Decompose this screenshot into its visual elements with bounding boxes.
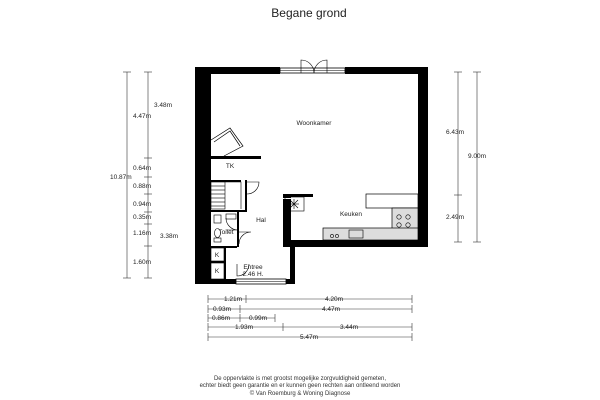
toilet-fixture	[214, 214, 236, 242]
room-label-tk: TK	[225, 163, 235, 170]
top-window	[280, 68, 345, 73]
wall-gap	[283, 198, 291, 199]
bay-element	[211, 128, 243, 156]
room-label-entree-height: 2.46 H.	[242, 271, 264, 278]
dim-bottom-4a: 1.93m	[235, 324, 254, 331]
dim-bottom-1b: 4.20m	[325, 296, 344, 303]
dim-bottom-5: 5.47m	[300, 334, 319, 341]
disclaimer	[140, 376, 460, 398]
dim-right-c: 2.49m	[446, 214, 465, 221]
dim-right-a: 6.43m	[446, 129, 465, 136]
dim-bottom-4b: 3.44m	[340, 324, 359, 331]
dim-left-b: 4.47m	[133, 113, 152, 120]
dim-left-g: 1.16m	[133, 230, 152, 237]
dim-bottom-3a: 0.86m	[212, 315, 231, 322]
dim-right-b: 9.00m	[468, 153, 487, 160]
dim-left-i: 1.60m	[133, 259, 152, 266]
dim-bottom-2b: 4.47m	[322, 306, 341, 313]
dim-left-f: 0.35m	[133, 214, 152, 221]
room-label-entree: Entree	[243, 264, 263, 271]
room-label-k1: K	[214, 252, 220, 259]
stairs	[211, 182, 241, 209]
dim-left-d: 0.88m	[133, 183, 152, 190]
dim-left-c: 0.64m	[133, 165, 152, 172]
dim-left-total: 10.87m	[110, 174, 132, 181]
dim-bottom-2a: 0.93m	[213, 306, 232, 313]
dim-left-a: 3.48m	[154, 102, 173, 109]
room-label-k2: K	[214, 268, 220, 275]
dim-left-h: 3.38m	[160, 233, 179, 240]
copyright-line: © Van Roemburg & Woning Diagnose	[249, 390, 351, 397]
disclaimer-line-1: De oppervlakte is met grootst mogelijke zorgvuldigheid gemeten,	[213, 376, 387, 382]
room-label-keuken: Keuken	[339, 211, 363, 218]
outer-walls	[195, 67, 428, 284]
room-label-woonkamer: Woonkamer	[296, 120, 332, 127]
disclaimer-line-2: echter biedt geen garantie en er kunnen geen rechten aan ontleend worden	[199, 383, 401, 390]
dim-bottom-1a: 1.21m	[224, 296, 243, 303]
floor-title: Begane grond	[271, 6, 347, 20]
fan-icon	[289, 199, 299, 209]
room-label-toilet: Toilet	[218, 229, 234, 236]
dim-left-e: 0.94m	[133, 201, 152, 208]
entree-window	[236, 279, 286, 284]
dim-bottom-3b: 0.99m	[249, 315, 268, 322]
room-label-hal: Hal	[256, 217, 266, 224]
